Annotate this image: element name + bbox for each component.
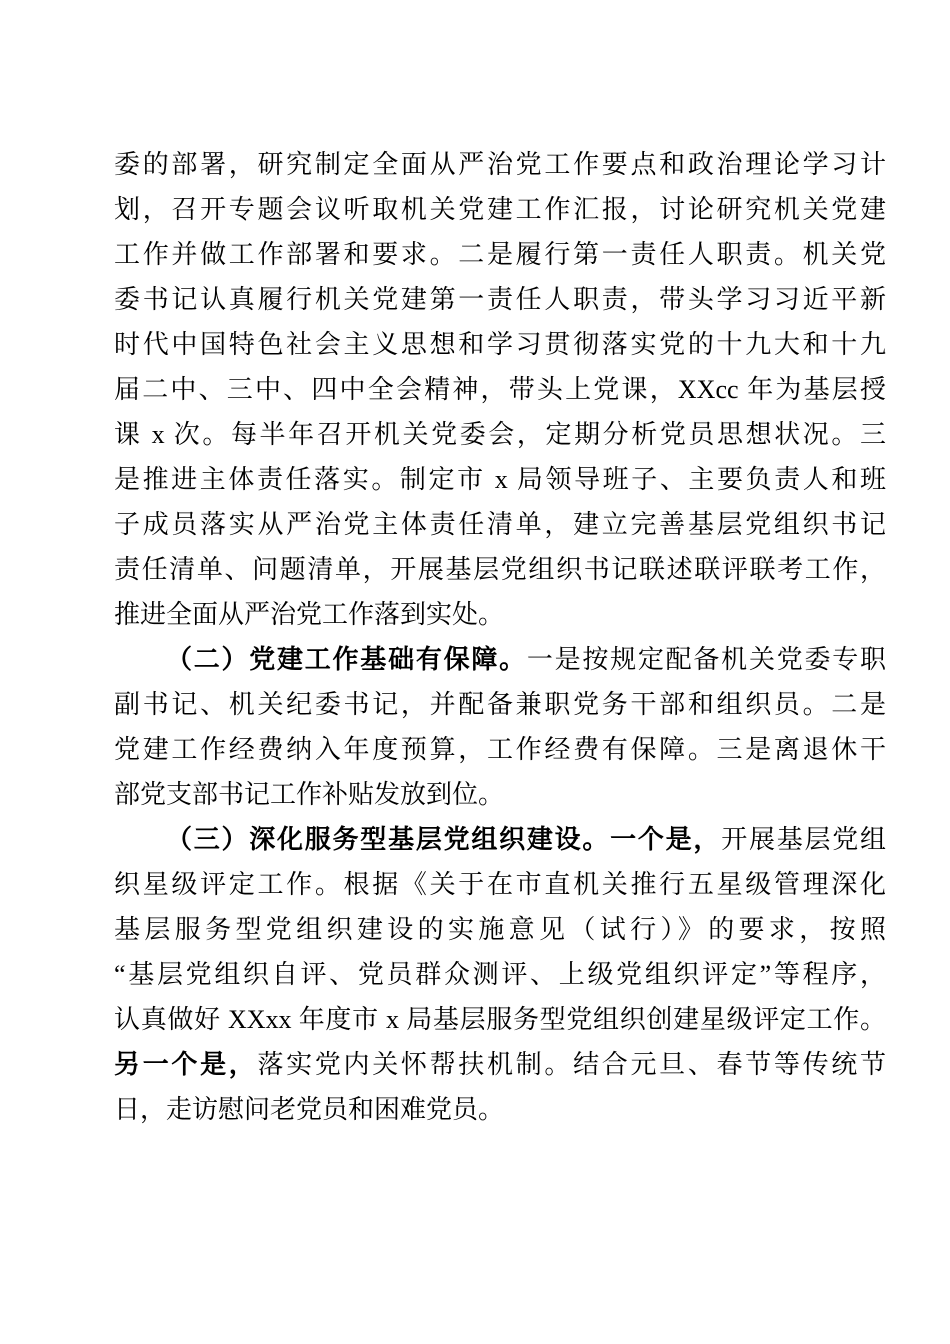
text-segment: 委的部署，研究制定全面从严治党工作要点和政治理论学习计	[114, 150, 886, 179]
bold-text-segment: （三）深化服务型基层党组织建设。一个是，	[166, 825, 722, 854]
text-segment: 部党支部书记工作补贴发放到位。	[114, 780, 505, 809]
text-segment: 推进全面从严治党工作落到实处。	[114, 600, 505, 629]
text-segment: 一是按规定配备机关党委专职	[526, 645, 886, 674]
text-segment: 届二中、三中、四中全会精神，带头上党课，XXcc 年为基层授	[114, 375, 886, 404]
text-segment: 是推进主体责任落实。制定市 x 局领导班子、主要负责人和班	[114, 465, 886, 494]
text-segment: 落实党内关怀帮扶机制。结合元旦、春节等传统节	[257, 1050, 886, 1079]
text-line	[114, 772, 886, 817]
text-segment: 课 x 次。每半年召开机关党委会，定期分析党员思想状况。三	[114, 420, 886, 449]
text-line	[114, 187, 886, 232]
text-line	[114, 412, 886, 457]
text-line	[114, 682, 886, 727]
text-line	[114, 592, 886, 637]
bold-text-segment: 另一个是，	[114, 1050, 258, 1079]
text-segment: 委书记认真履行机关党建第一责任人职责，带头学习习近平新	[114, 285, 886, 314]
text-line	[114, 1087, 886, 1132]
text-line	[114, 907, 886, 952]
paragraph	[114, 142, 886, 637]
text-line	[114, 232, 886, 277]
text-line	[114, 817, 886, 862]
text-line	[114, 547, 886, 592]
text-segment: 党建工作经费纳入年度预算，工作经费有保障。三是离退休干	[114, 735, 886, 764]
text-line	[114, 637, 886, 682]
text-line	[114, 952, 886, 997]
paragraph	[114, 817, 886, 1132]
text-segment: “基层党组织自评、党员群众测评、上级党组织评定”等程序，	[114, 960, 886, 989]
text-line	[114, 367, 886, 412]
text-line	[114, 997, 886, 1042]
text-line	[114, 277, 886, 322]
text-segment: 织星级评定工作。根据《关于在市直机关推行五星级管理深化	[114, 870, 886, 899]
text-line	[114, 727, 886, 772]
text-line	[114, 862, 886, 907]
text-segment: 子成员落实从严治党主体责任清单，建立完善基层党组织书记	[114, 510, 886, 539]
text-line	[114, 142, 886, 187]
text-segment: 工作并做工作部署和要求。二是履行第一责任人职责。机关党	[114, 240, 886, 269]
text-line	[114, 502, 886, 547]
paragraph	[114, 637, 886, 817]
text-line	[114, 457, 886, 502]
text-segment: 副书记、机关纪委书记，并配备兼职党务干部和组织员。二是	[114, 690, 886, 719]
text-segment: 责任清单、问题清单，开展基层党组织书记联述联评联考工作，	[114, 555, 886, 584]
text-segment: 划，召开专题会议听取机关党建工作汇报，讨论研究机关党建	[114, 195, 886, 224]
text-segment: 认真做好 XXxx 年度市 x 局基层服务型党组织创建星级评定工作。	[114, 1005, 886, 1034]
bold-text-segment: （二）党建工作基础有保障。	[166, 645, 527, 674]
text-segment: 基层服务型党组织建设的实施意见（试行）》的要求，按照	[114, 915, 886, 944]
text-segment: 时代中国特色社会主义思想和学习贯彻落实党的十九大和十九	[114, 330, 886, 359]
text-segment: 日，走访慰问老党员和困难党员。	[114, 1095, 505, 1124]
text-line	[114, 322, 886, 367]
document-body	[114, 142, 886, 1132]
text-segment: 开展基层党组	[721, 825, 886, 854]
text-line	[114, 1042, 886, 1087]
